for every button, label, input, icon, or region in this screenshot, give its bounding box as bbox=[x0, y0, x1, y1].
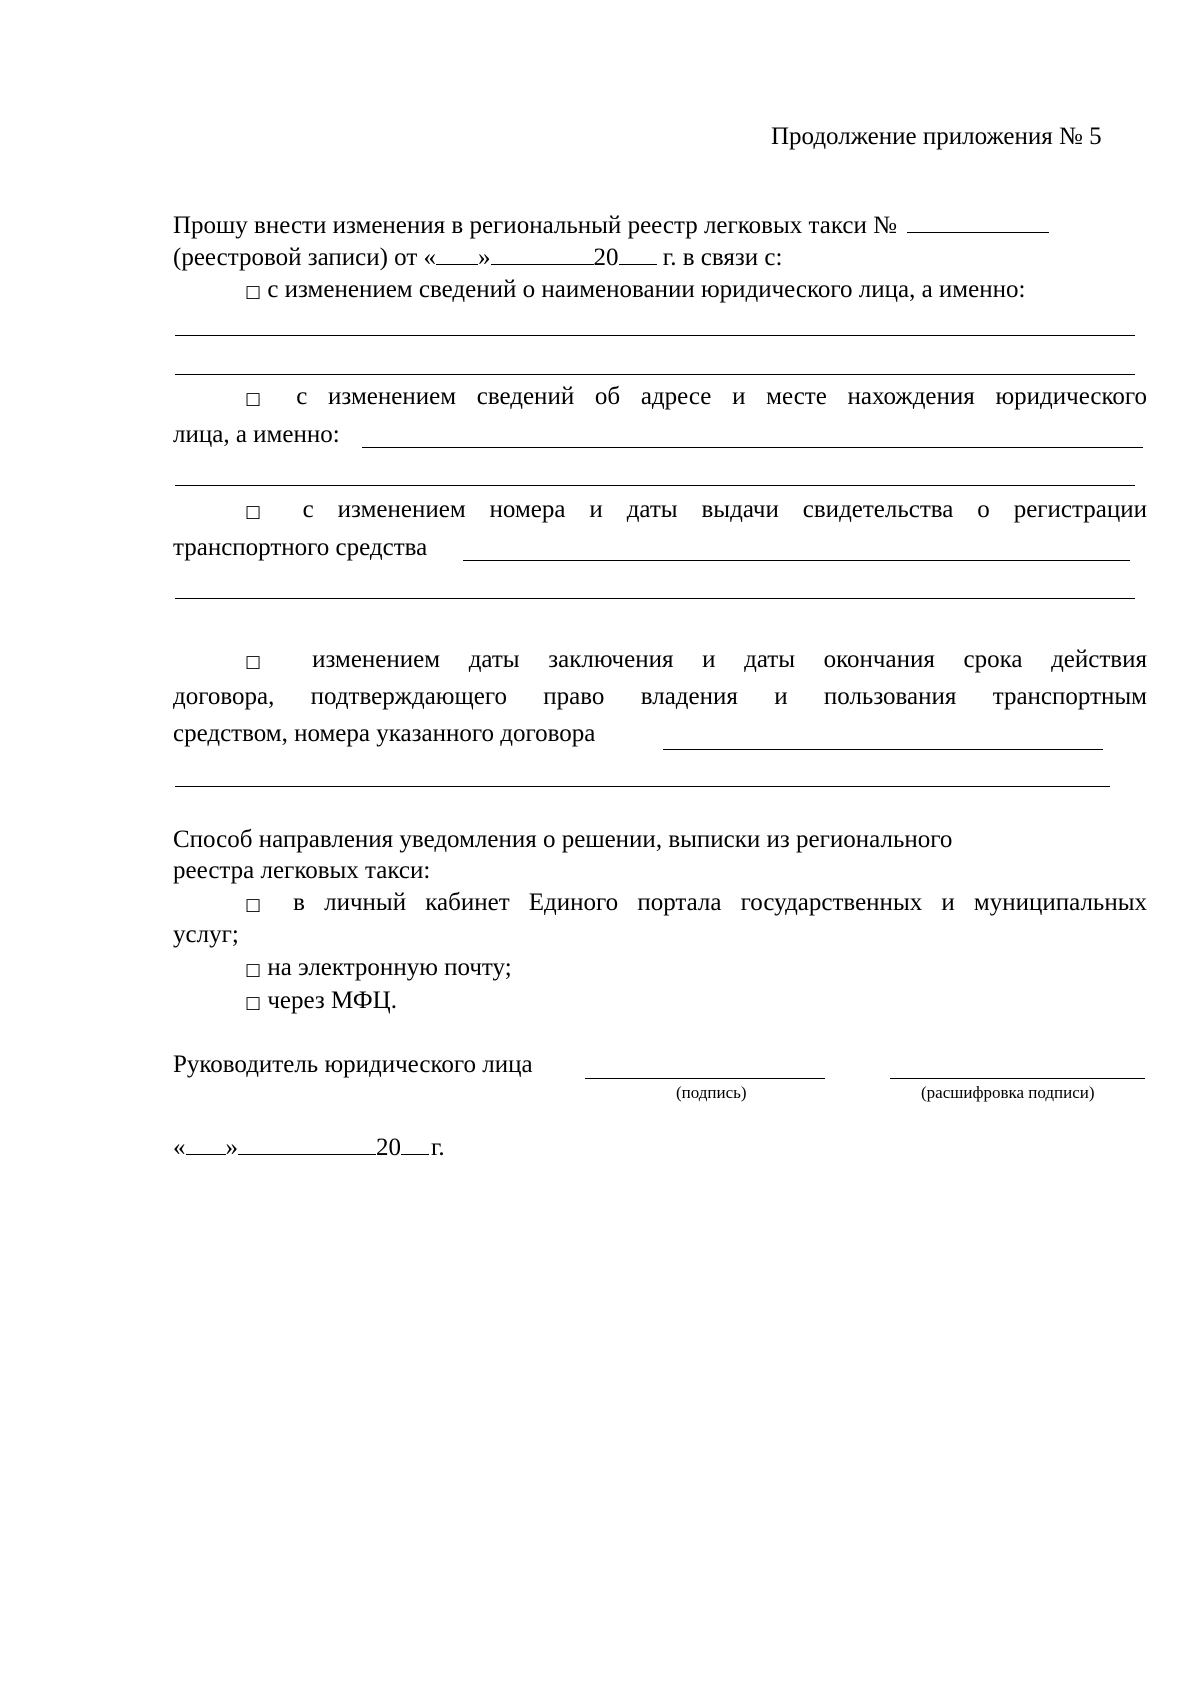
record-year-prefix: 20 bbox=[593, 244, 619, 271]
certificate-change-line-2[interactable] bbox=[175, 598, 1135, 599]
address-change-line-1[interactable] bbox=[362, 447, 1143, 448]
option-address-change-line-2 bbox=[173, 420, 340, 450]
notification-heading bbox=[173, 825, 952, 855]
contract-change-line-2[interactable] bbox=[175, 786, 1110, 787]
notification-heading-line-2: реестра легковых такси: bbox=[173, 857, 431, 884]
signature-line[interactable] bbox=[585, 1078, 825, 1079]
option-name-change-label: с изменением сведений о наименовании юридического лица, а именно: bbox=[267, 276, 1026, 303]
date-month-field[interactable] bbox=[238, 1132, 376, 1155]
date-year-suffix: г. bbox=[431, 1134, 445, 1161]
contract-change-line-1[interactable] bbox=[663, 749, 1103, 750]
option-address-change-label: с изменением сведений об адресе и месте нахождения юридического bbox=[296, 383, 1148, 410]
appendix-heading: Продолжение приложения № 5 bbox=[771, 123, 1102, 150]
signature-decode-line[interactable] bbox=[890, 1078, 1145, 1079]
date-close-quote: » bbox=[225, 1134, 238, 1161]
request-line-2 bbox=[173, 242, 782, 273]
checkbox-contract-change[interactable]: □ bbox=[245, 652, 284, 672]
option-email bbox=[245, 953, 512, 985]
request-reason-intro: г. в связи с: bbox=[656, 244, 783, 271]
record-year-field[interactable] bbox=[619, 242, 657, 265]
record-date-quote-close: » bbox=[478, 244, 491, 271]
option-portal-line-2 bbox=[173, 920, 239, 950]
notification-heading-2 bbox=[173, 856, 430, 886]
contract-change-label-end: средством, номера указанного договора bbox=[173, 720, 596, 747]
certificate-change-label-continued: транспортного средства bbox=[173, 534, 428, 561]
name-change-line-2[interactable] bbox=[175, 374, 1135, 375]
option-address-change bbox=[245, 382, 1147, 414]
option-portal-label-continued: услуг; bbox=[173, 921, 239, 948]
option-certificate-change-line-2 bbox=[173, 533, 427, 563]
notification-heading-line-1: Способ направления уведомления о решении, выписки из регионального bbox=[173, 826, 953, 853]
checkbox-certificate-change[interactable]: □ bbox=[245, 502, 279, 522]
address-change-label-continued: лица, а именно: bbox=[173, 421, 340, 448]
request-text: Прошу внести изменения в региональный реестр легковых такси № bbox=[173, 212, 897, 239]
date-year-prefix: 20 bbox=[376, 1134, 401, 1161]
date-open-quote: « bbox=[173, 1134, 186, 1161]
request-line-1 bbox=[173, 210, 1049, 241]
option-portal-label: в личный кабинет Единого портала государственных и муниципальных bbox=[293, 889, 1148, 916]
checkbox-email[interactable]: □ bbox=[245, 960, 262, 980]
option-contract-change bbox=[245, 645, 1147, 677]
option-certificate-change bbox=[245, 495, 1147, 527]
option-email-label: на электронную почту; bbox=[267, 954, 512, 981]
option-mfc bbox=[245, 986, 397, 1018]
name-change-line-1[interactable] bbox=[175, 335, 1135, 336]
request-record-date-prefix: (реестровой записи) от « bbox=[173, 244, 437, 271]
date-day-field[interactable] bbox=[186, 1132, 226, 1155]
checkbox-mfc[interactable]: □ bbox=[245, 993, 262, 1013]
checkbox-name-change[interactable]: □ bbox=[245, 282, 262, 302]
signature-decode-caption: (расшифровка подписи) bbox=[921, 1083, 1095, 1102]
option-mfc-label: через МФЦ. bbox=[267, 987, 397, 1014]
record-day-field[interactable] bbox=[436, 242, 478, 265]
option-certificate-change-label: с изменением номера и даты выдачи свидетельства о регистрации bbox=[302, 496, 1147, 523]
signature-date bbox=[173, 1132, 445, 1163]
address-change-line-2[interactable] bbox=[175, 485, 1135, 486]
signature-caption: (подпись) bbox=[676, 1083, 747, 1102]
checkbox-address-change[interactable]: □ bbox=[245, 389, 276, 409]
checkbox-portal[interactable]: □ bbox=[245, 895, 274, 915]
option-contract-change-label: изменением даты заключения и даты окончания срока действия bbox=[312, 646, 1147, 673]
record-month-field[interactable] bbox=[491, 242, 594, 265]
option-name-change bbox=[245, 275, 1025, 307]
contract-change-label-continued: договора, подтверждающего право владения и пользования транспортным bbox=[173, 683, 1147, 710]
signature-label: Руководитель юридического лица bbox=[173, 1051, 533, 1078]
option-portal bbox=[245, 888, 1147, 920]
registry-number-field[interactable] bbox=[907, 210, 1049, 233]
certificate-change-line-1[interactable] bbox=[463, 560, 1130, 561]
date-year-field[interactable] bbox=[401, 1132, 429, 1155]
option-contract-change-line-3 bbox=[173, 719, 595, 749]
option-contract-change-line-2 bbox=[173, 682, 1147, 712]
